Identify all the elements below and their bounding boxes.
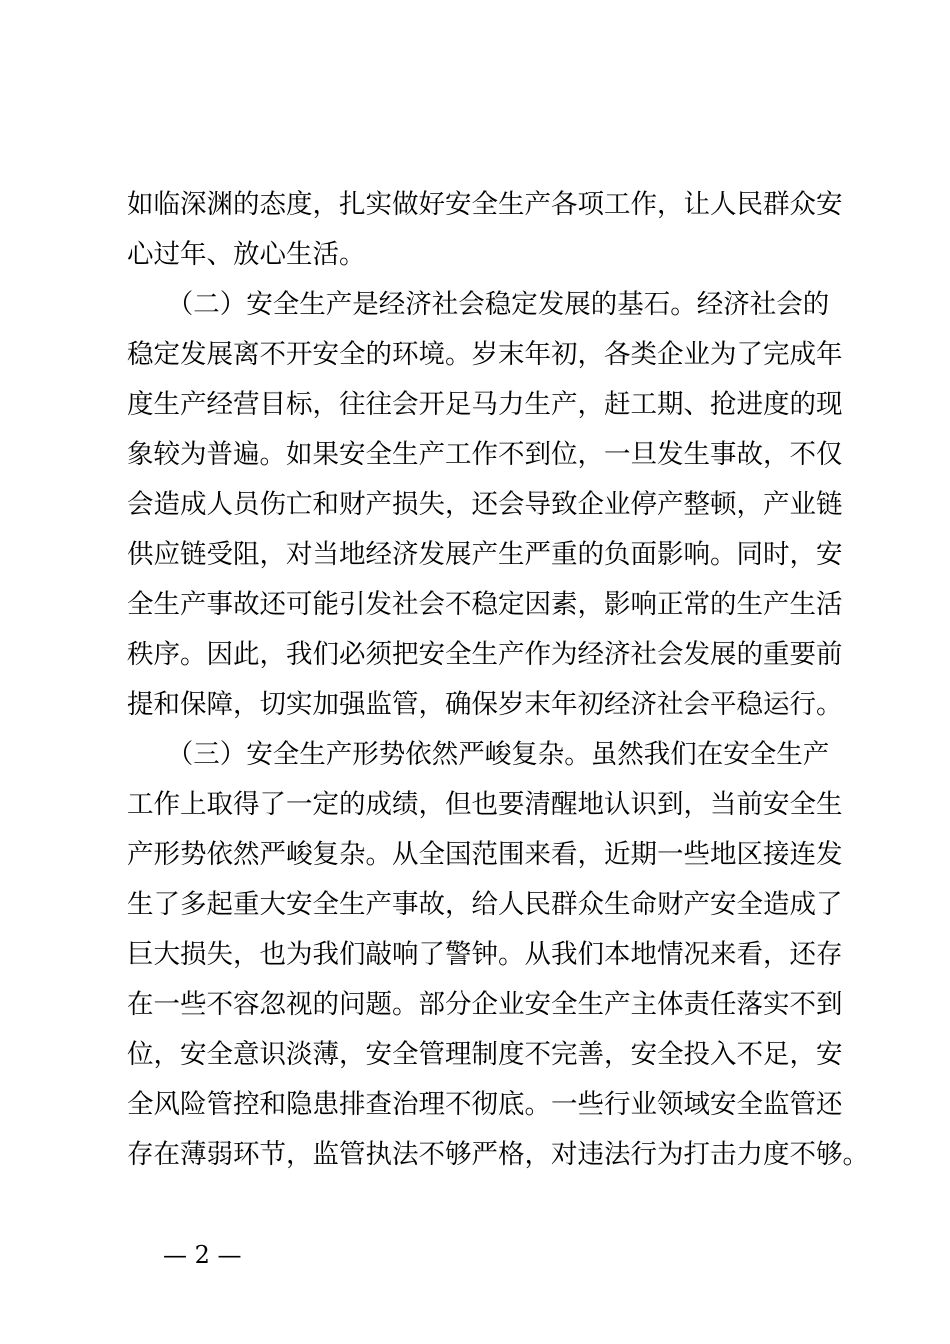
text-line: 产形势依然严峻复杂。从全国范围来看，近期一些地区接连发 [127, 839, 843, 870]
text-line: 象较为普遍。如果安全生产工作不到位，一旦发生事故，不仅 [127, 439, 843, 470]
text-line: 心过年、放心生活。 [127, 239, 366, 270]
paragraph-two-heading-line: （二）安全生产是经济社会稳定发展的基石。经济社会的 [127, 289, 830, 320]
text-line: 如临深渊的态度，扎实做好安全生产各项工作，让人民群众安 [127, 189, 843, 220]
body-text [127, 180, 869, 1180]
text-line: 全生产事故还可能引发社会不稳定因素，影响正常的生产生活 [127, 589, 843, 620]
text-line: 提和保障，切实加强监管，确保岁末年初经济社会平稳运行。 [127, 689, 843, 720]
text-line: 存在薄弱环节，监管执法不够严格，对违法行为打击力度不够。 [127, 1139, 869, 1170]
text-line: 在一些不容忽视的问题。部分企业安全生产主体责任落实不到 [127, 989, 843, 1020]
text-line: 工作上取得了一定的成绩，但也要清醒地认识到，当前安全生 [127, 789, 843, 820]
text-line: 稳定发展离不开安全的环境。岁末年初，各类企业为了完成年 [127, 339, 843, 370]
text-line: 生了多起重大安全生产事故，给人民群众生命财产安全造成了 [127, 889, 843, 920]
text-line: 全风险管控和隐患排查治理不彻底。一些行业领域安全监管还 [127, 1089, 843, 1120]
text-line: 位，安全意识淡薄，安全管理制度不完善，安全投入不足，安 [127, 1039, 843, 1070]
text-line: 度生产经营目标，往往会开足马力生产，赶工期、抢进度的现 [127, 389, 843, 420]
text-line: 巨大损失，也为我们敲响了警钟。从我们本地情况来看，还存 [127, 939, 843, 970]
text-line: 供应链受阻，对当地经济发展产生严重的负面影响。同时，安 [127, 539, 843, 570]
text-line: 秩序。因此，我们必须把安全生产作为经济社会发展的重要前 [127, 639, 843, 670]
text-line: 会造成人员伤亡和财产损失，还会导致企业停产整顿，产业链 [127, 489, 843, 520]
page-number: — 2 — [163, 1241, 242, 1269]
paragraph-three-heading-line: （三）安全生产形势依然严峻复杂。虽然我们在安全生产 [127, 739, 830, 770]
